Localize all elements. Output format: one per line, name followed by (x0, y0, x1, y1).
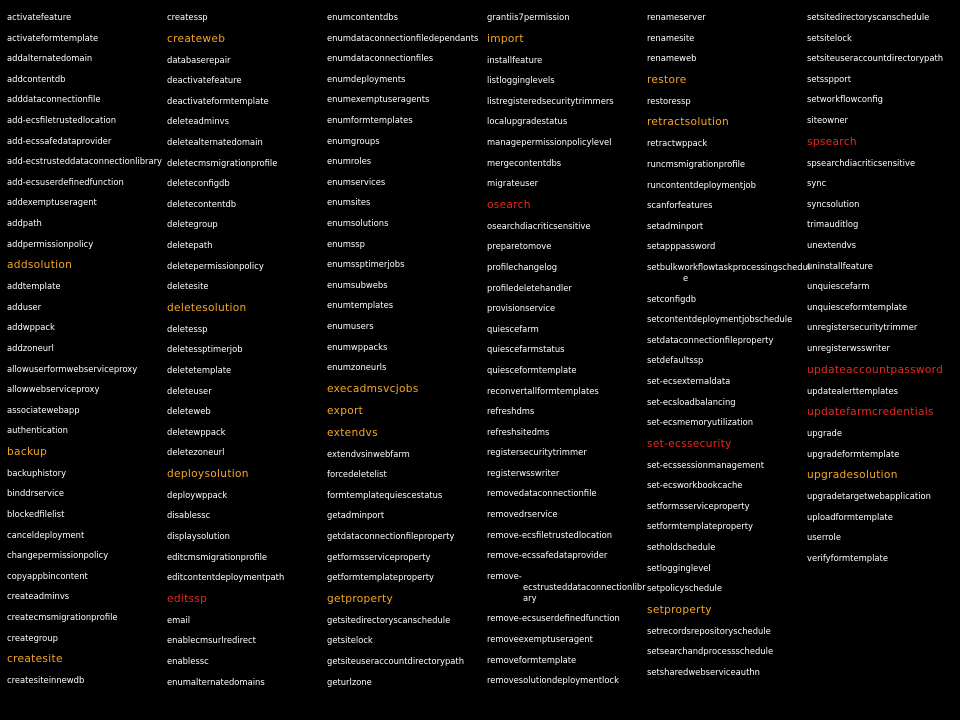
command-item: renamesite (647, 32, 695, 43)
command-item: renameweb (647, 53, 697, 64)
command-item: registerwsswriter (487, 467, 560, 478)
command-item: activatefeature (7, 12, 72, 22)
command-item: addalternatedomain (7, 53, 93, 64)
command-item: enumwppacks (327, 341, 388, 352)
command-item: upgradeformtemplate (807, 448, 900, 459)
command-item: quiescefarmstatus (487, 344, 565, 355)
command-item: deleteconfigdb (167, 178, 230, 189)
command-item: deletecmsmigrationprofile (167, 157, 278, 168)
command-item: trimauditlog (807, 219, 859, 230)
command-item: add-ecstrusteddataconnectionlibrary (7, 156, 163, 167)
command-item: createcmsmigrationprofile (7, 612, 118, 623)
command-item: unregistersecuritytrimmer (807, 322, 918, 333)
highlighted-command: deploysolution (167, 467, 249, 480)
command-item: provisionservice (487, 303, 556, 314)
highlighted-command: createsite (7, 653, 63, 666)
command-item: unextendvs (807, 239, 856, 250)
command-item: createadminvs (7, 591, 70, 602)
command-item: deactivateformtemplate (167, 95, 269, 106)
command-item: enumdataconnectionfiledependants (327, 32, 479, 43)
command-item: grantiis7permission (487, 12, 570, 22)
command-item: adddataconnectionfile (7, 94, 101, 105)
command-item: unregisterwsswriter (807, 342, 890, 353)
command-item: allowuserformwebserviceproxy (7, 363, 138, 374)
command-item: upgrade (807, 428, 842, 439)
highlighted-command: editssp (167, 592, 208, 605)
command-item: editcmsmigrationprofile (167, 551, 268, 562)
highlighted-command: upgradesolution (807, 469, 898, 482)
command-item: enumalternatedomains (167, 676, 265, 687)
command-item: localupgradestatus (487, 116, 568, 127)
command-item: deletealternatedomain (167, 136, 263, 147)
highlighted-command: extendvs (327, 426, 378, 439)
command-item: deletessptimerjob (167, 344, 243, 355)
command-item: creategroup (7, 632, 58, 643)
command-column-2 (167, 12, 284, 697)
command-item: getsitedirectoryscanschedule (327, 614, 451, 625)
command-item: formtemplatequiescestatus (327, 489, 443, 500)
command-item: setlogginglevel (647, 562, 711, 573)
command-item: setsearchandprocessschedule (647, 646, 774, 657)
command-item: retractwppack (647, 138, 708, 149)
command-item: add-ecsfiletrustedlocation (7, 114, 117, 125)
command-item: enablessc (167, 656, 209, 667)
command-item: addpermissionpolicy (7, 238, 94, 249)
command-item: setdataconnectionfileproperty (647, 334, 774, 345)
command-item: remove-ecssafedataprovider (487, 550, 608, 561)
command-item: add-ecssafedataprovider (7, 135, 112, 146)
command-item: setformsserviceproperty (647, 500, 750, 511)
highlighted-command: backup (7, 445, 48, 458)
highlighted-command: set-ecssecurity (647, 437, 732, 450)
command-item: getdataconnectionfileproperty (327, 531, 455, 542)
command-item: runcmsmigrationprofile (647, 158, 746, 169)
command-item: preparetomove (487, 241, 552, 252)
command-item: binddrservice (7, 488, 65, 499)
command-item: profilechangelog (487, 261, 558, 272)
command-item: setadminport (647, 220, 704, 231)
command-item: displaysolution (167, 531, 230, 542)
command-item: set-ecsworkbookcache (647, 480, 743, 491)
command-item: installfeature (487, 54, 543, 65)
command-item: deletezoneurl (167, 447, 225, 458)
command-item: deleteadminvs (167, 116, 229, 127)
command-item: enablecmsurlredirect (167, 635, 256, 646)
command-item: setcontentdeploymentjobschedule (647, 314, 793, 325)
command-item: geturlzone (327, 676, 372, 687)
highlighted-command: restore (647, 73, 687, 86)
highlighted-command: updateaccountpassword (807, 363, 944, 376)
command-item: refreshdms (487, 406, 535, 417)
command-item: setsharedwebserviceauthn (647, 667, 760, 678)
command-item: setholdschedule (647, 542, 716, 553)
command-item: enumgroups (327, 135, 380, 146)
highlighted-command: addsolution (7, 259, 73, 272)
command-item: deletewppack (167, 426, 226, 437)
command-item: removeformtemplate (487, 654, 577, 665)
command-item: copyappbincontent (7, 570, 88, 581)
command-item: set-ecsmemoryutilization (647, 417, 754, 428)
command-item: removeexemptuseragent (487, 634, 593, 645)
command-item: upgradetargetwebapplication (807, 491, 931, 502)
command-column-6 (807, 12, 943, 574)
command-item: setbulkworkflowtaskprocessingschedul e (647, 261, 811, 283)
command-item: deploywppack (167, 489, 228, 500)
command-item: removedrservice (487, 509, 558, 520)
command-item: add-ecsuserdefinedfunction (7, 176, 124, 187)
command-item: addzoneurl (7, 342, 54, 353)
command-item: runcontentdeploymentjob (647, 179, 756, 190)
command-item: setsiteuseraccountdirectorypath (807, 53, 944, 64)
command-item: enumexemptuseragents (327, 94, 430, 105)
command-item: unquiesceformtemplate (807, 301, 908, 312)
command-column-4 (487, 12, 646, 696)
command-item: deletegroup (167, 219, 218, 230)
command-item: enumdeployments (327, 73, 406, 84)
command-item: osearchdiacriticsensitive (487, 220, 591, 231)
command-item: setsspport (807, 73, 852, 84)
command-item: quiesceformtemplate (487, 364, 577, 375)
command-item: adduser (7, 301, 42, 312)
command-item: deleteweb (167, 406, 211, 417)
highlighted-command: setproperty (647, 603, 712, 616)
command-item: quiescefarm (487, 323, 539, 334)
command-item: deletesite (167, 281, 209, 292)
command-item: getsitelock (327, 635, 373, 646)
command-item: siteowner (807, 114, 849, 125)
highlighted-command: retractsolution (647, 116, 730, 129)
highlighted-command: createweb (167, 32, 226, 45)
command-item: deleteuser (167, 385, 212, 396)
command-item: spsearchdiacriticsensitive (807, 157, 916, 168)
highlighted-command: spsearch (807, 135, 857, 148)
highlighted-command: execadmsvcjobs (327, 382, 419, 395)
highlighted-command: deletesolution (167, 301, 247, 314)
command-item: authentication (7, 425, 68, 436)
command-item: addcontentdb (7, 73, 66, 84)
command-item: setformtemplateproperty (647, 521, 753, 532)
command-item: deletepath (167, 239, 213, 250)
command-item: enumcontentdbs (327, 12, 398, 22)
command-item: listlogginglevels (487, 75, 555, 86)
command-item: remove-ecsuserdefinedfunction (487, 613, 620, 624)
command-item: deletetemplate (167, 364, 232, 375)
command-item: uploadformtemplate (807, 511, 893, 522)
command-item: profiledeletehandler (487, 282, 572, 293)
command-item: deletessp (167, 323, 208, 334)
command-item: uninstallfeature (807, 260, 873, 271)
command-item: mergecontentdbs (487, 157, 562, 168)
command-item: setconfigdb (647, 293, 697, 304)
highlighted-command: import (487, 32, 524, 45)
command-item: setsitedirectoryscanschedule (807, 12, 930, 22)
command-item: verifyformtemplate (807, 553, 888, 564)
command-item: enumzoneurls (327, 362, 387, 373)
command-item: enumdataconnectionfiles (327, 53, 434, 64)
command-item: createsiteinnewdb (7, 675, 85, 686)
command-item: set-ecsloadbalancing (647, 396, 736, 407)
command-item: getsiteuseraccountdirectorypath (327, 656, 465, 667)
command-item: getformtemplateproperty (327, 572, 434, 583)
command-item: changepermissionpolicy (7, 550, 109, 561)
command-item: getadminport (327, 510, 385, 521)
command-item: enumssptimerjobs (327, 259, 405, 270)
command-item: enumroles (327, 156, 372, 167)
command-item: databaserepair (167, 54, 231, 65)
command-item: setpolicyschedule (647, 583, 722, 594)
command-item: setdefaultssp (647, 355, 704, 366)
command-item: remove-ecsfiletrustedlocation (487, 529, 613, 540)
highlighted-command: export (327, 404, 364, 417)
command-item: addpath (7, 217, 42, 228)
command-item: refreshsitedms (487, 426, 550, 437)
command-item: blockedfilelist (7, 509, 65, 520)
command-item: enumsolutions (327, 217, 389, 228)
command-item: getformsserviceproperty (327, 551, 431, 562)
command-item: syncsolution (807, 198, 860, 209)
command-item: enumsites (327, 197, 371, 208)
highlighted-command: osearch (487, 198, 531, 211)
command-item: activateformtemplate (7, 32, 99, 43)
command-item: canceldeployment (7, 529, 85, 540)
command-item: sync (807, 178, 827, 189)
command-item: renameserver (647, 12, 706, 22)
command-item: enumservices (327, 176, 386, 187)
command-item: reconvertallformtemplates (487, 385, 599, 396)
command-item: registersecuritytrimmer (487, 447, 587, 458)
command-item: deletecontentdb (167, 198, 237, 209)
command-item: extendvsinwebfarm (327, 448, 410, 459)
command-item: email (167, 614, 191, 625)
command-item: deletepermissionpolicy (167, 260, 264, 271)
command-item: backuphistory (7, 467, 67, 478)
command-item: remove- ecstrusteddataconnectionlibr ary (487, 570, 646, 603)
command-item: setworkflowconfig (807, 94, 883, 105)
command-item: migrateuser (487, 178, 539, 189)
command-item: enumsubwebs (327, 279, 388, 290)
command-item: setsitelock (807, 32, 852, 43)
command-item: addtemplate (7, 281, 61, 292)
command-item: setapppassword (647, 241, 716, 252)
command-item: enumtemplates (327, 300, 394, 311)
command-item: addwppack (7, 322, 55, 333)
command-column-3 (327, 12, 478, 697)
command-item: managepermissionpolicylevel (487, 136, 612, 147)
command-item: enumusers (327, 320, 374, 331)
command-item: scanforfeatures (647, 200, 713, 211)
command-item: removesolutiondeploymentlock (487, 675, 619, 686)
command-item: updatealerttemplates (807, 385, 899, 396)
command-item: addexemptuseragent (7, 197, 97, 208)
command-item: unquiescefarm (807, 281, 870, 292)
command-item: enumformtemplates (327, 114, 413, 125)
command-item: listregisteredsecuritytrimmers (487, 95, 614, 106)
command-item: set-ecssessionmanagement (647, 459, 765, 470)
command-item: setrecordsrepositoryschedule (647, 625, 771, 636)
command-item: set-ecsexternaldata (647, 375, 731, 386)
command-item: removedataconnectionfile (487, 488, 597, 499)
command-item: forcedeletelist (327, 469, 387, 480)
command-item: allowwebserviceproxy (7, 384, 100, 395)
command-column-1 (7, 12, 162, 696)
command-item: associatewebapp (7, 404, 80, 415)
command-item: editcontentdeploymentpath (167, 572, 285, 583)
command-item: createssp (167, 12, 208, 22)
command-item: userrole (807, 532, 841, 543)
command-item: disablessc (167, 510, 211, 521)
command-column-5 (647, 12, 810, 688)
highlighted-command: updatefarmcredentials (807, 406, 934, 419)
command-item: deactivatefeature (167, 75, 242, 86)
command-item: restoressp (647, 95, 691, 106)
command-item: enumssp (327, 238, 365, 249)
highlighted-command: getproperty (327, 592, 394, 605)
